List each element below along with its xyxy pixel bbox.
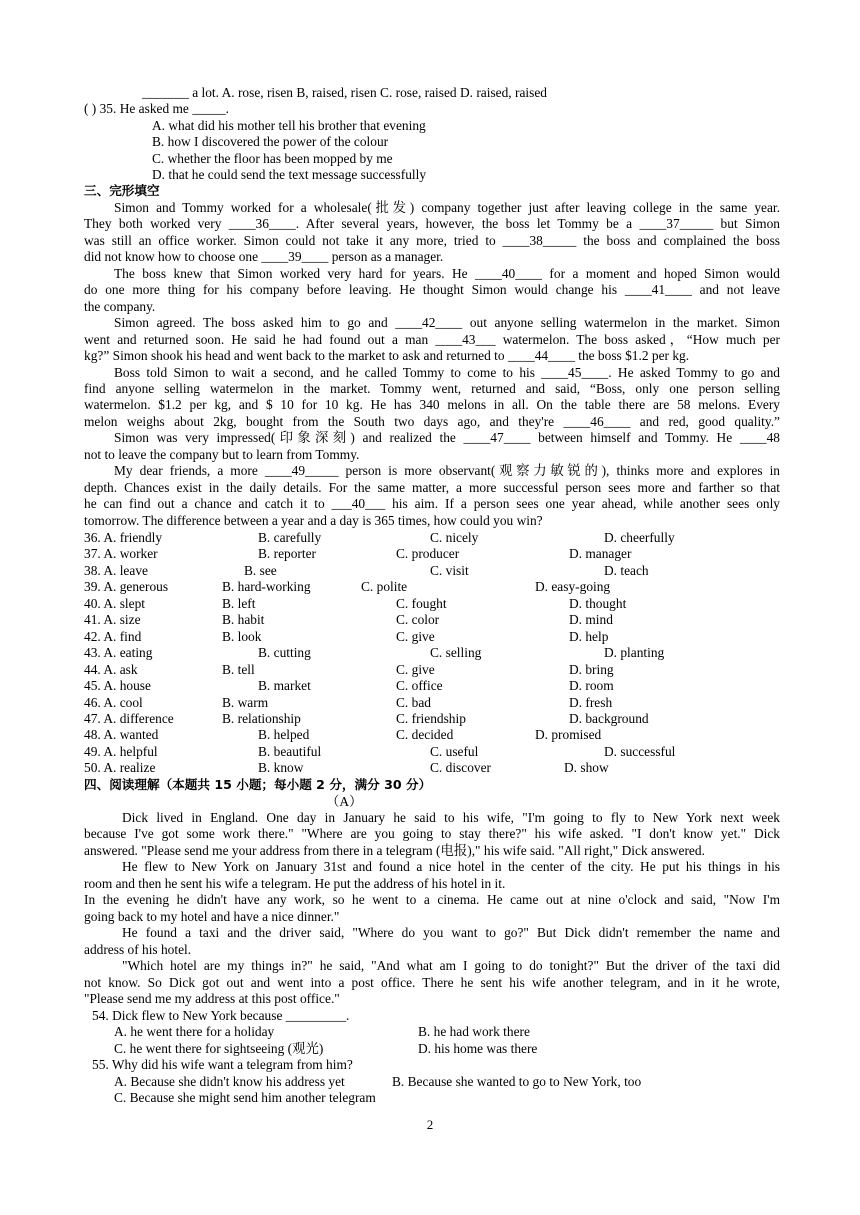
cloze-line: went and returned soon. He said he had found out a man ____43___ watermelon. The boss asked，“How much per bbox=[84, 331, 780, 347]
cloze-option: B. reporter bbox=[258, 546, 317, 562]
cloze-option: C. selling bbox=[430, 645, 482, 661]
cloze-line: kg?” Simon shook his head and went back to the market to ask and returned to ____44____ the boss $1.2 per kg. bbox=[84, 348, 690, 364]
cloze-option: C. nicely bbox=[430, 530, 479, 545]
cloze-option: C. give bbox=[396, 628, 435, 644]
reading-line: going back to my hotel and have a nice dinner." bbox=[84, 908, 340, 924]
cloze-option: 43. A. eating bbox=[84, 645, 153, 661]
cloze-option: C. decided bbox=[396, 727, 454, 743]
q54-option-a: A. he went there for a holiday bbox=[114, 1024, 275, 1039]
cloze-option: C. friendship bbox=[396, 710, 466, 726]
cloze-option: 44. A. ask bbox=[84, 661, 138, 677]
cloze-line: The boss knew that Simon worked very hard for years. He ____40____ for a moment and hoped Simon would bbox=[114, 265, 780, 281]
cloze-line: melon weighs about 2kg, bought from the South two days ago, and they're ____46____ and red, good quality.” bbox=[84, 413, 780, 429]
cloze-option: C. fought bbox=[396, 595, 447, 611]
passage-a-label: （A） bbox=[326, 794, 363, 809]
cloze-option: D. background bbox=[569, 710, 649, 726]
cloze-option: B. habit bbox=[222, 612, 265, 628]
q35-stem: ( ) 35. He asked me _____. bbox=[84, 101, 230, 116]
reading-line: not know. So Dick got out and went into a post office. There he sent his wife another telegram, and in it he wrote, bbox=[84, 974, 780, 990]
cloze-line: Boss told Simon to wait a second, and he called Tommy to come to his ____45____. He asked Tommy to go and bbox=[114, 364, 780, 380]
cloze-option: C. office bbox=[396, 678, 443, 694]
q55-option-a: A. Because she didn't know his address yet bbox=[114, 1074, 345, 1089]
cloze-line: find anyone selling watermelon in the market. Tommy went, returned and said, “Boss, only one person selling bbox=[84, 380, 780, 396]
cloze-option: B. see bbox=[244, 562, 277, 578]
cloze-option: D. teach bbox=[604, 562, 649, 578]
cloze-option: B. know bbox=[258, 760, 304, 776]
cloze-option: D. successful bbox=[604, 743, 676, 759]
cloze-option: B. beautiful bbox=[258, 743, 322, 759]
cloze-option: B. warm bbox=[222, 694, 269, 710]
cloze-option: C. visit bbox=[430, 562, 469, 578]
q35-option-c: C. whether the floor has been mopped by me bbox=[152, 151, 393, 166]
q35-option-d: D. that he could send the text message successfully bbox=[152, 167, 427, 182]
cloze-line: My dear friends, a more ____49_____ person is more observant(观察力敏锐的), thinks more and explores in bbox=[114, 463, 780, 479]
cloze-option: D. thought bbox=[569, 595, 627, 611]
cloze-option: B. carefully bbox=[258, 530, 322, 545]
cloze-line: Simon was very impressed(印象深刻) and realized the ____47____ between himself and Tommy. He ____48 bbox=[114, 430, 780, 446]
cloze-option: C. bad bbox=[396, 694, 431, 710]
cloze-option: C. discover bbox=[430, 760, 491, 776]
reading-line: "Which hotel are my things in?" he said, "And what am I going to do tonight?" But the driver of the taxi did bbox=[122, 958, 780, 974]
cloze-option: 50. A. realize bbox=[84, 760, 156, 776]
q35-option-b: B. how I discovered the power of the colour bbox=[152, 134, 389, 149]
cloze-option: B. look bbox=[222, 628, 262, 644]
cloze-line: do one more thing for his company before leaving. He thought Simon would change his ____41____ and not leave bbox=[84, 282, 780, 298]
reading-line: "Please send me my address at this post office." bbox=[84, 990, 340, 1006]
cloze-option: 47. A. difference bbox=[84, 710, 174, 726]
cloze-line: was still an office worker. Simon could not take it any more, tried to ____38_____ the boss and complained the boss bbox=[84, 232, 780, 248]
cloze-line: watermelon. $1.2 per kg, and $ 10 for 10 kg. He has 340 melons in all. On the table there are 58 melons. Every bbox=[84, 397, 780, 413]
reading-line: He found a taxi and the driver said, "Where do you want to go?" But Dick didn't remember the name and bbox=[122, 925, 780, 941]
cloze-line: Simon and Tommy worked for a wholesale(批发) company together just after leaving college in the same year. bbox=[114, 200, 780, 215]
cloze-option: B. hard-working bbox=[222, 579, 311, 595]
cloze-option: B. cutting bbox=[258, 645, 311, 661]
cloze-option: B. helped bbox=[258, 727, 310, 743]
cloze-option: D. easy-going bbox=[535, 579, 611, 595]
cloze-option: 40. A. slept bbox=[84, 595, 146, 611]
cloze-option: D. mind bbox=[569, 612, 613, 628]
q54-stem: 54. Dick flew to New York because _________. bbox=[92, 1008, 350, 1023]
cloze-option: 45. A. house bbox=[84, 678, 151, 694]
cloze-line: did not know how to choose one ____39____ person as a manager. bbox=[84, 249, 444, 265]
cloze-option: C. polite bbox=[361, 579, 408, 595]
reading-line: In the evening he didn't have any work, so he went to a cinema. He came out at nine o'clock and said, "Now I'm bbox=[84, 892, 780, 908]
cloze-line: the company. bbox=[84, 298, 156, 314]
cloze-option: 36. A. friendly bbox=[84, 530, 163, 545]
cloze-line: They both worked very ____36____. After several years, however, the boss let Tommy be a ____37_____ but Simon bbox=[84, 216, 780, 232]
cloze-option: 37. A. worker bbox=[84, 546, 158, 562]
cloze-option: 42. A. find bbox=[84, 628, 142, 644]
cloze-option: C. producer bbox=[396, 546, 460, 562]
cloze-option: D. planting bbox=[604, 645, 665, 661]
cloze-line: depth. Chances exist in the daily details. For the same matter, a more successful person sees more and farther so that bbox=[84, 479, 780, 495]
cloze-option: 48. A. wanted bbox=[84, 727, 159, 743]
q34-options: _______ a lot. A. rose, risen B, raised, risen C. rose, raised D. raised, raised bbox=[142, 85, 547, 100]
reading-line: room and then he sent his wife a telegram. He put the address of his hotel in it. bbox=[84, 875, 506, 891]
cloze-line: tomorrow. The difference between a year and a day is 365 times, how could you win? bbox=[84, 512, 543, 528]
q55-stem: 55. Why did his wife want a telegram from him? bbox=[92, 1057, 353, 1072]
q55-option-c: C. Because she might send him another telegram bbox=[114, 1090, 376, 1105]
cloze-option: D. show bbox=[564, 760, 609, 776]
cloze-option: C. give bbox=[396, 661, 435, 677]
cloze-option: C. useful bbox=[430, 743, 479, 759]
cloze-option: B. tell bbox=[222, 661, 255, 677]
cloze-option: D. promised bbox=[535, 727, 602, 743]
cloze-option: 46. A. cool bbox=[84, 694, 143, 710]
cloze-line: not to leave the company but to learn from Tommy. bbox=[84, 446, 360, 462]
cloze-option: B. left bbox=[222, 595, 256, 611]
cloze-option: D. bring bbox=[569, 661, 614, 677]
cloze-option: 49. A. helpful bbox=[84, 743, 158, 759]
reading-line: because I've got some work there." "Where are you going to stay there?" his wife asked. "I don't know yet." Dick bbox=[84, 826, 780, 842]
q54-option-b: B. he had work there bbox=[418, 1024, 530, 1039]
cloze-option: 41. A. size bbox=[84, 612, 141, 628]
reading-line: He flew to New York on January 31st and found a nice hotel in the center of the city. He put his things in his bbox=[122, 859, 780, 875]
cloze-option: 38. A. leave bbox=[84, 562, 148, 578]
cloze-option: 39. A. generous bbox=[84, 579, 169, 595]
reading-line: address of his hotel. bbox=[84, 941, 192, 957]
q35-option-a: A. what did his mother tell his brother that evening bbox=[152, 118, 426, 133]
section3-title: 三、完形填空 bbox=[84, 183, 160, 198]
cloze-option: D. help bbox=[569, 628, 609, 644]
cloze-line: he can find out a chance and catch it to ___40___ his aim. If a person sees one year ahead, while another sees only bbox=[84, 496, 780, 512]
reading-line: Dick lived in England. One day in January he said to his wife, "I'm going to fly to New York next week bbox=[122, 810, 780, 825]
q54-option-d: D. his home was there bbox=[418, 1041, 538, 1056]
q54-option-c: C. he went there for sightseeing (观光) bbox=[114, 1041, 324, 1056]
reading-line: answered. "Please send me your address from there in a telegram (电报)," his wife said. "All right," Dick answered. bbox=[84, 842, 705, 858]
page-number: 2 bbox=[426, 1117, 434, 1132]
cloze-line: Simon agreed. The boss asked him to go and ____42____ out anyone selling watermelon in the market. Simon bbox=[114, 315, 780, 331]
cloze-option: D. manager bbox=[569, 546, 632, 562]
cloze-option: D. cheerfully bbox=[604, 530, 675, 545]
cloze-option: B. relationship bbox=[222, 710, 301, 726]
section4-title: 四、阅读理解（本题共 15 小题；每小题 2 分，满分 30 分） bbox=[84, 777, 432, 792]
cloze-option: D. fresh bbox=[569, 694, 613, 710]
cloze-option: C. color bbox=[396, 612, 440, 628]
cloze-option: B. market bbox=[258, 678, 311, 694]
q55-option-b: B. Because she wanted to go to New York, too bbox=[392, 1074, 642, 1089]
cloze-option: D. room bbox=[569, 678, 614, 694]
